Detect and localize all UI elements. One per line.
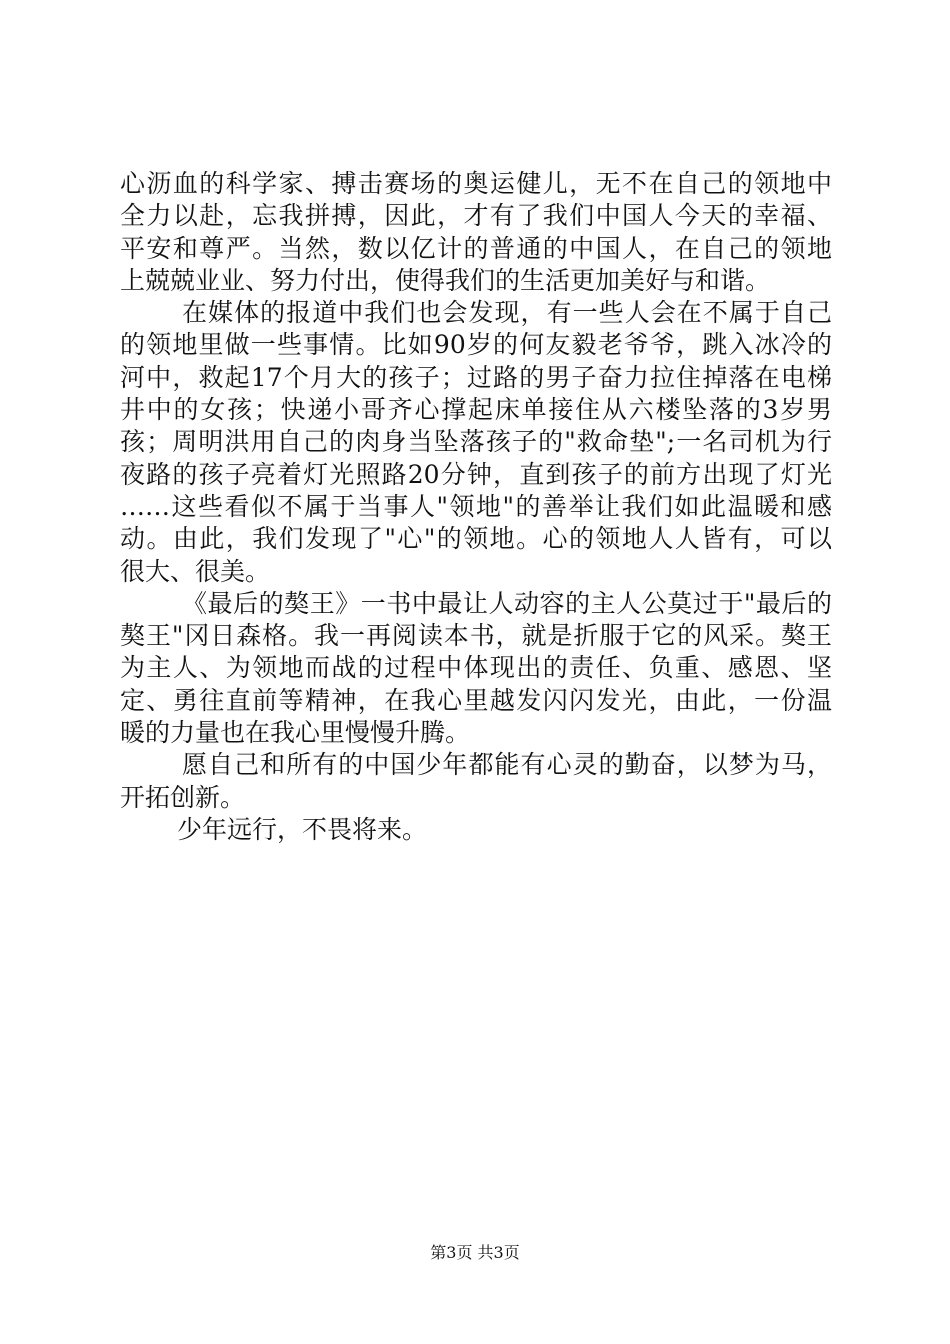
text-line: 井中的女孩；快递小哥齐心撑起床单接住从六楼坠落的3岁男 [120, 395, 832, 425]
text-line: 河中，救起17个月大的孩子；过路的男子奋力拉住掉落在电梯 [120, 362, 832, 392]
text-line: 暖的力量也在我心里慢慢升腾。 [120, 718, 471, 748]
text-line: 全力以赴，忘我拼搏，因此，才有了我们中国人今天的幸福、 [120, 201, 832, 231]
text-line: 的领地里做一些事情。比如90岁的何友毅老爷爷，跳入冰冷的 [120, 330, 832, 360]
text-line: 定、勇往直前等精神，在我心里越发闪闪发光，由此，一份温 [120, 685, 832, 715]
text-line: 动。由此，我们发现了"心"的领地。心的领地人人皆有，可以 [120, 524, 832, 554]
page-number-footer: 第3页 共3页 [430, 1243, 520, 1262]
text-line: 很大、很美。 [120, 556, 271, 586]
text-line: 开拓创新。 [120, 782, 246, 812]
text-line: 心沥血的科学家、搏击赛场的奥运健儿，无不在自己的领地中 [120, 169, 832, 198]
text-line: 獒王"冈日森格。我一再阅读本书，就是折服于它的风采。獒王 [120, 621, 832, 651]
text-line: 孩；周明洪用自己的肉身当坠落孩子的"救命垫";一名司机为行 [120, 427, 832, 457]
text-line: 上兢兢业业、努力付出，使得我们的生活更加美好与和谐。 [120, 265, 771, 295]
document-body [120, 168, 832, 846]
closing-line: 少年远行，不畏将来。 [177, 814, 428, 844]
paragraph-start-line: 在媒体的报道中我们也会发现，有一些人会在不属于自己 [182, 298, 832, 328]
text-line: ……这些看似不属于当事人"领地"的善举让我们如此温暖和感 [120, 491, 832, 521]
text-line: 为主人、为领地而战的过程中体现出的责任、负重、感恩、坚 [120, 653, 832, 683]
text-line: 平安和尊严。当然，数以亿计的普通的中国人，在自己的领地 [120, 233, 832, 263]
paragraph-start-line: 愿自己和所有的中国少年都能有心灵的勤奋，以梦为马， [182, 750, 832, 780]
paragraph-start-line: 《最后的獒王》一书中最让人动容的主人公莫过于"最后的 [182, 588, 832, 618]
text-line: 夜路的孩子亮着灯光照路20分钟，直到孩子的前方出现了灯光 [120, 459, 832, 489]
